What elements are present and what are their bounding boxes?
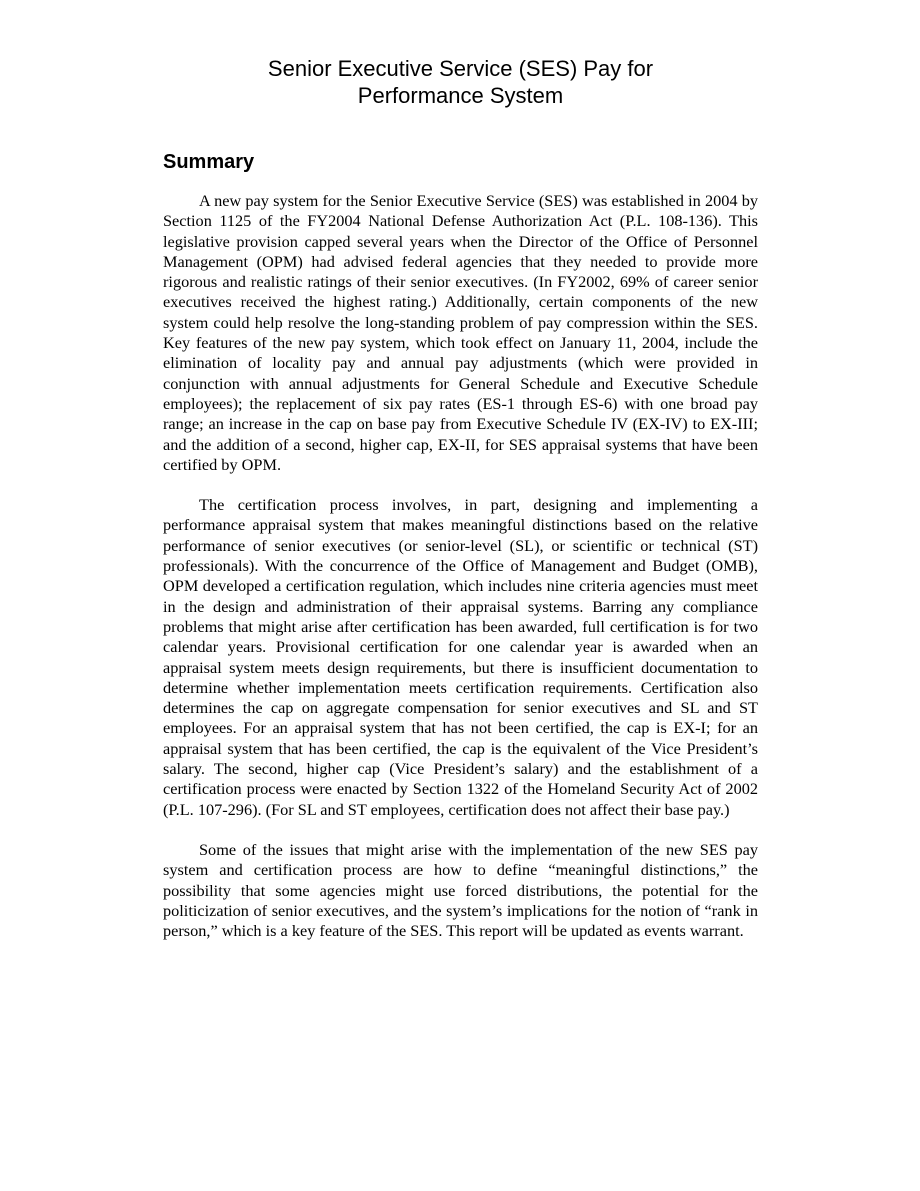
summary-paragraph-1: A new pay system for the Senior Executive Service (SES) was established in 2004 by Section 1125 of the FY2004 National Defense Authorization Act (P.L. 108-136). This legislative provision capped several years when the Director of the Office of Personnel Management (OPM) had advised federal agencies that they needed to provide more rigorous and realistic ratings of their senior executives. (In FY2002, 69% of career senior executives received the highest rating.) Additionally, certain components of the new system could help resolve the long-standing problem of pay compression within the SES. Key features of the new pay system, which took effect on January 11, 2004, include the elimination of locality pay and annual pay adjustments (which were provided in conjunction with annual adjustments for General Schedule and Executive Schedule employees); the replacement of six pay rates (ES-1 through ES-6) with one broad pay range; an increase in the cap on base pay from Executive Schedule IV (EX-IV) to EX-III; and the addition of a second, higher cap, EX-II, for SES appraisal systems that have been certified by OPM.: [163, 191, 758, 474]
title-line-2: Performance System: [357, 83, 564, 108]
title-line-1: Senior Executive Service (SES) Pay for: [267, 56, 654, 81]
summary-paragraph-3: Some of the issues that might arise with the implementation of the new SES pay system and certification process are how to define “meaningful distinctions,” the possibility that some agencies might use forced distributions, the potential for the politicization of senior executives, and the system’s implications for the notion of “rank in person,” which is a key feature of the SES. This report will be updated as events warrant.: [163, 839, 758, 941]
document-title: [163, 55, 758, 109]
summary-heading: Summary: [163, 151, 255, 173]
document-page: [163, 55, 758, 961]
summary-paragraph-2: The certification process involves, in part, designing and implementing a performance appraisal system that makes meaningful distinctions based on the relative performance of senior executives (or senior-level (SL), or scientific or technical (ST) professionals). With the concurrence of the Office of Management and Budget (OMB), OPM developed a certification regulation, which includes nine criteria agencies must meet in the design and administration of their appraisal systems. Barring any compliance problems that might arise after certification has been awarded, full certification is for two calendar years. Provisional certification for one calendar year is awarded when an appraisal system meets design requirements, but there is insufficient documentation to determine whether implementation meets certification requirements. Certification also determines the cap on aggregate compensation for senior executives and SL and ST employees. For an appraisal system that has not been certified, the cap is EX-I; for an appraisal system that has been certified, the cap is the equivalent of the Vice President’s salary. The second, higher cap (Vice President’s salary) and the establishment of a certification process were enacted by Section 1322 of the Homeland Security Act of 2002 (P.L. 107-296). (For SL and ST employees, certification does not affect their base pay.): [163, 495, 758, 819]
